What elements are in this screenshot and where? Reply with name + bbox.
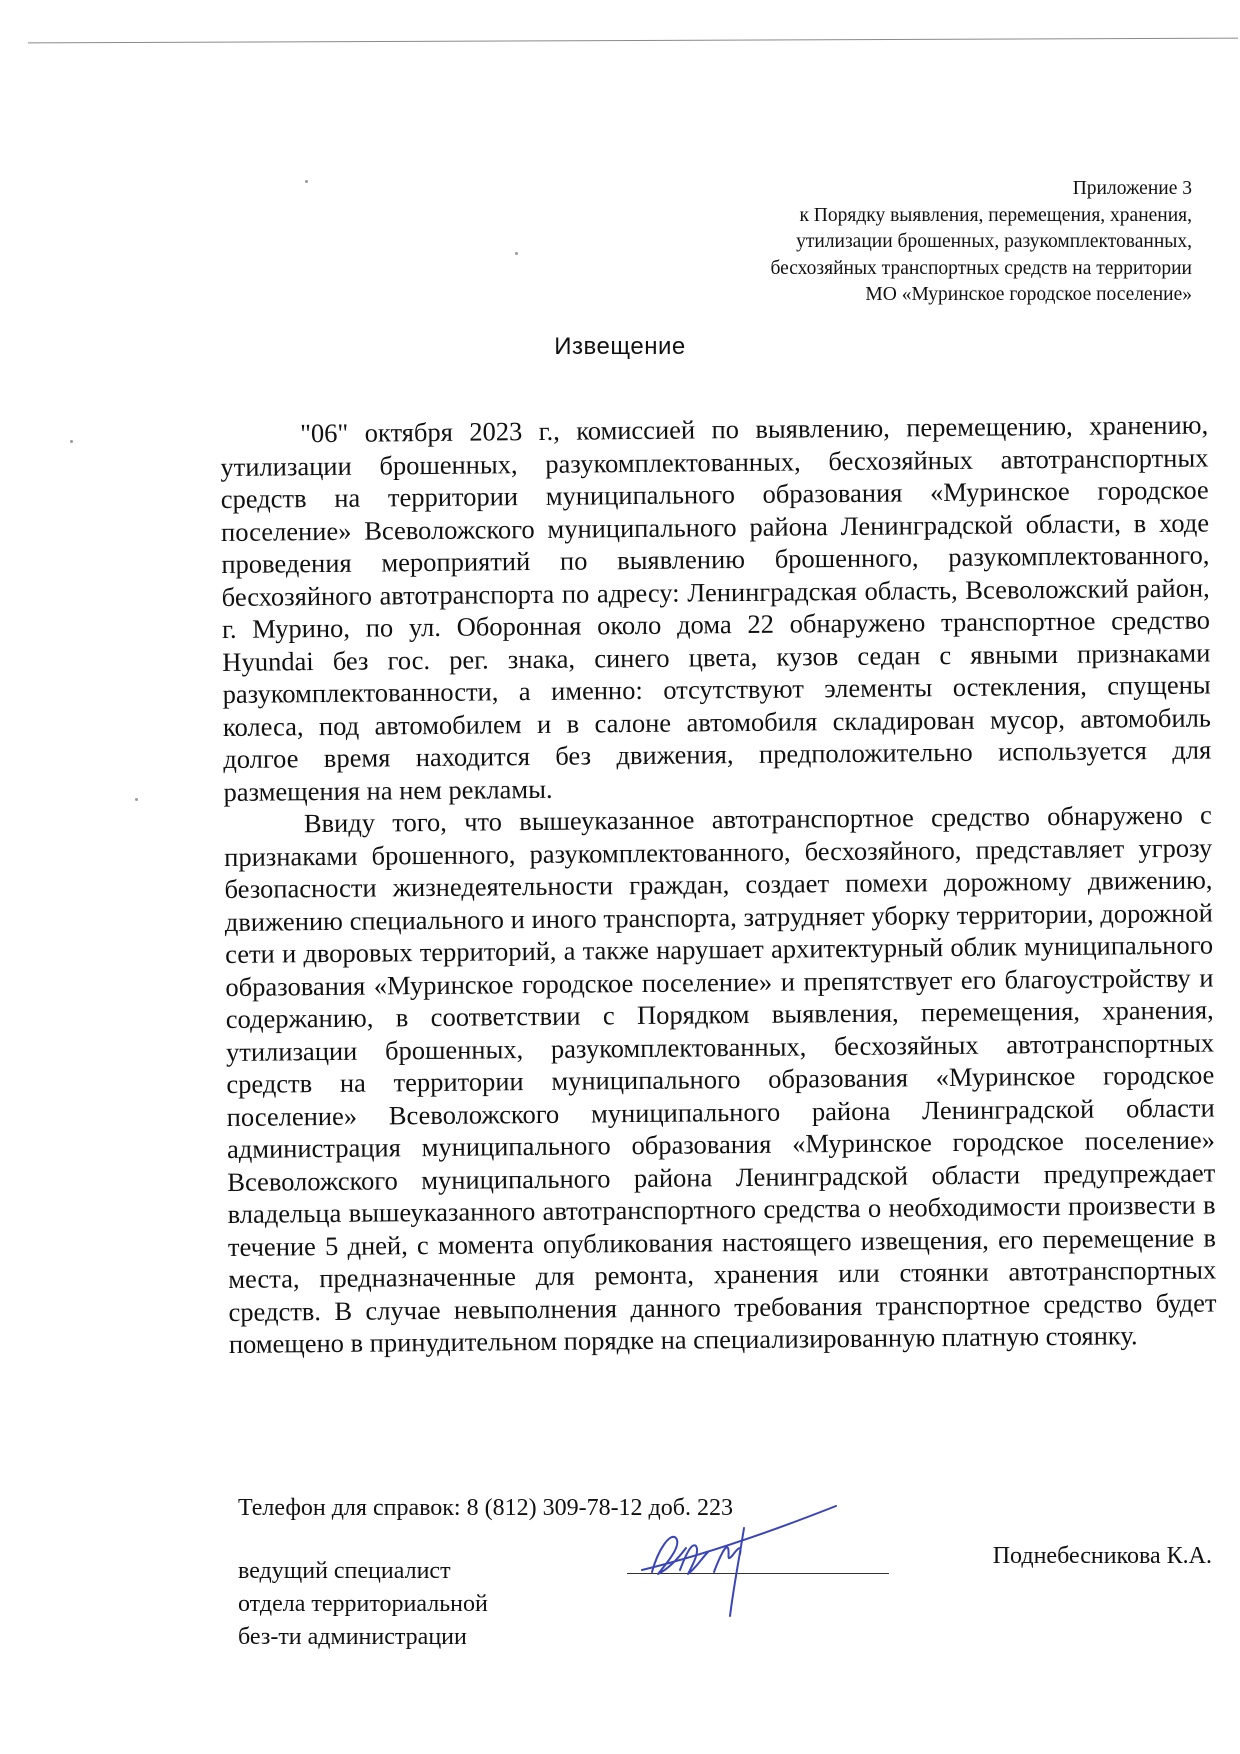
appendix-reference [632,176,1192,309]
handwritten-signature [630,1498,840,1618]
appendix-line: к Порядку выявления, перемещения, хранения, [799,204,1192,226]
appendix-line: бесхозяйных транспортных средств на территории [770,257,1192,279]
scan-speck [305,180,308,183]
notice-body [220,409,1217,1361]
position-line: без-ти администрации [238,1624,467,1650]
signer-position [238,1555,488,1654]
top-scan-rule [28,38,1238,44]
position-line: ведущий специалист [238,1558,451,1584]
scan-speck [515,252,518,255]
appendix-line: Приложение 3 [1072,178,1192,199]
appendix-line: МО «Муринское городское поселение» [865,284,1192,305]
document-title: Извещение [554,333,686,360]
position-line: отдела территориальной [238,1591,488,1617]
scan-speck [135,798,138,801]
body-paragraph: Ввиду того, что вышеуказанное автотранспортное средство обнаружено с признаками брошенного, разукомплектованного, бесхозяйного, представляет угрозу безопасности жизнедеятельности граждан, создает помехи дорожному движению, движению специального и иного транспорта, затрудняет уборку территории, дорожной сети и дворовых территорий, а также нарушает архитектурный облик муниципального образования «Муринское городское поселение» и препятствует его благоустройству и содержанию, в соответствии с Порядком выявления, перемещения, хранения, утилизации брошенных, разукомплектованных, бесхозяйных автотранспортных средств на территории муниципального образования «Муринское городское поселение» Всеволожского муниципального района Ленинградской области администрация муниципального образования «Муринское городское поселение» Всеволожского муниципального района Ленинградской области предупреждает владельца вышеуказанного автотранспортного средства о необходимости произвести в течение 5 дней, с момента опубликования настоящего извещения, его перемещение в места, предназначенные для ремонта, хранения или стоянки автотранспортных средств. В случае невыполнения данного требования транспортное средство будет помещено в принудительном порядке на специализированную платную стоянку. [224,799,1217,1359]
scan-speck [70,440,73,443]
signer-name: Поднебесникова К.А. [992,1543,1212,1569]
body-paragraph: "06" октября 2023 г., комиссией по выявлению, перемещению, хранению, утилизации брошенных, разукомплектованных, бесхозяйных автотранспортных средств на территории муниципального образования «Муринское городское поселение» Всеволожского муниципального района Ленинградской области, в ходе проведения мероприятий по выявлению брошенного, разукомплектованного, бесхозяйного автотранспорта по адресу: Ленинградская область, Всеволожский район, г. Мурино, по ул. Оборонная около дома 22 обнаружено транспортное средство Hyundai без гос. рег. знака, синего цвета, кузов седан с явными признаками разукомплектованности, а именно: отсутствуют элементы остекления, спущены колеса, под автомобилем и в салоне автомобиля складирован мусор, автомобиль долгое время находится без движения, предположительно используется для размещения на нем рекламы. [220,409,1212,807]
appendix-line: утилизации брошенных, разукомплектованных, [796,231,1192,252]
reference-phone: Телефон для справок: 8 (812) 309-78-12 доб. 223 [238,1495,733,1521]
